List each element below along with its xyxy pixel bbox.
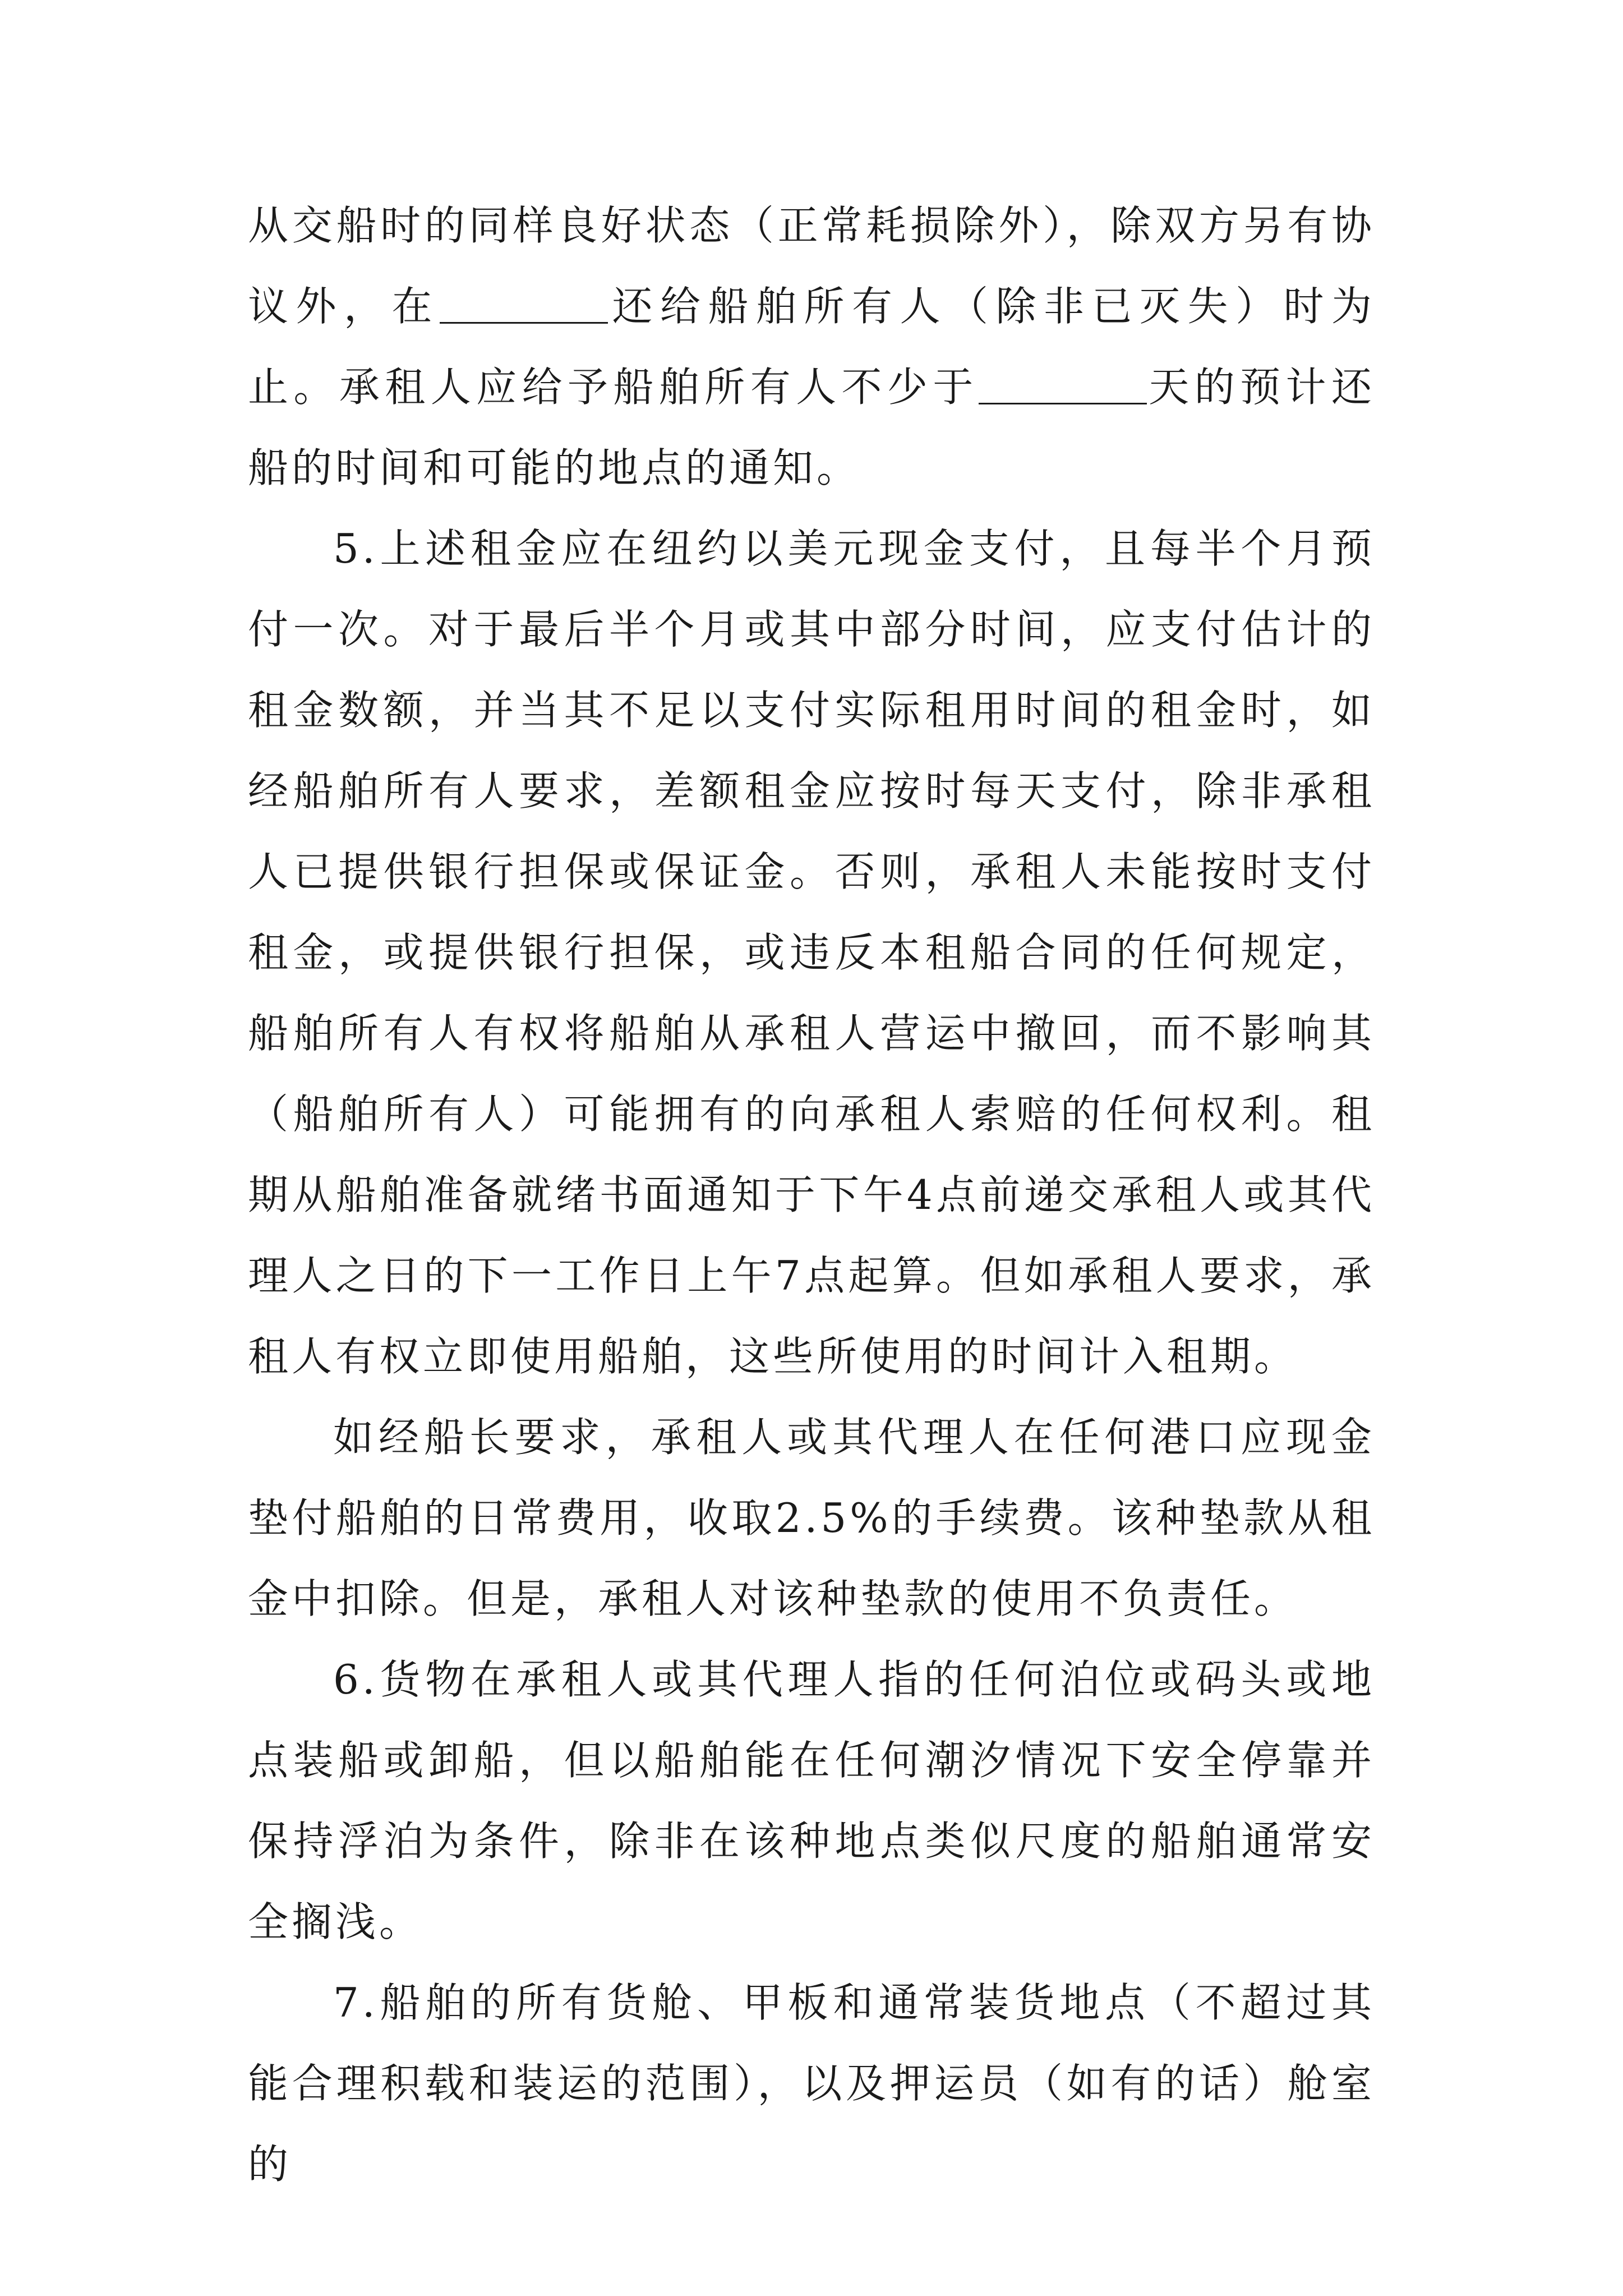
paragraph-text: 从交船时的同样良好状态（正常耗损除外），除双方另有协议外，在: [248, 202, 1375, 330]
clause-7-cargo-space: [248, 1962, 1375, 2205]
fill-in-blank: [979, 362, 1147, 404]
paragraph-text: 天的预计还船的时间和可能的地点的通知。: [248, 364, 1375, 491]
paragraph-continuation: [248, 185, 1375, 508]
paragraph-advances: [248, 1397, 1375, 1639]
paragraph-text: 还给船舶所有人（除非已灭失）时为止。承租人应给予船舶所有人不少于: [248, 283, 1375, 411]
paragraph-text: 6.货物在承租人或其代理人指的任何泊位或码头或地点装船或卸船，但以船舶能在任何潮汐情况下安全停靠并保持浮泊为条件，除非在该种地点类似尺度的船舶通常安全搁浅。: [248, 1656, 1375, 1945]
fill-in-blank: [440, 282, 608, 324]
paragraph-text: 7.船舶的所有货舱、甲板和通常装货地点（不超过其能合理积载和装运的范围），以及押运员（如有的话）舱室的: [248, 1979, 1375, 2188]
clause-5-rent-payment: [248, 508, 1375, 1397]
clause-6-loading-discharge: [248, 1639, 1375, 1962]
paragraph-text: 如经船长要求，承租人或其代理人在任何港口应现金垫付船舶的日常费用，收取2.5%的手续费。该种垫款从租金中扣除。但是，承租人对该种垫款的使用不负责任。: [248, 1414, 1375, 1622]
paragraph-text: 5.上述租金应在纽约以美元现金支付，且每半个月预付一次。对于最后半个月或其中部分时间，应支付估计的租金数额，并当其不足以支付实际租用时间的租金时，如经船舶所有人要求，差额租金应按时每天支付，除非承租人已提供银行担保或保证金。否则，承租人未能按时支付租金，或提供银行担保，或违反本租船合同的任何规定，船舶所有人有权将船舶从承租人营运中撤回，而不影响其（船舶所有人）可能拥有的向承租人索赔的任何权利。租期从船舶准备就绪书面通知于下午4点前递交承租人或其代理人之日的下一工作日上午7点起算。但如承租人要求，承租人有权立即使用船舶，这些所使用的时间计入租期。: [248, 525, 1375, 1380]
document-body: [248, 185, 1375, 2205]
